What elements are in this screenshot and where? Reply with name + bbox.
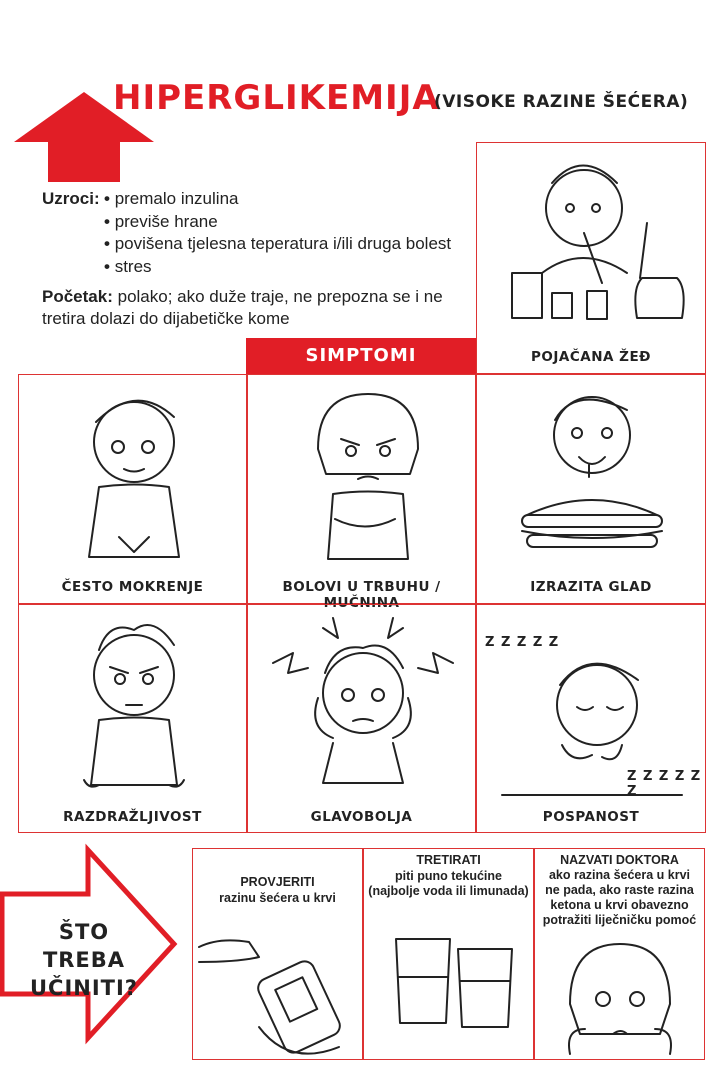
page-title: HIPERGLIKEMIJA	[113, 78, 440, 118]
cause-item: • previše hrane	[104, 211, 524, 234]
action-body: piti puno tekućine	[395, 869, 502, 883]
action-title: PROVJERITI	[240, 875, 315, 889]
child-sick-icon	[545, 939, 695, 1059]
symptom-cell-urination	[18, 374, 247, 604]
child-headache-icon	[263, 613, 463, 793]
symptom-cell-thirst	[476, 142, 706, 374]
causes-section	[42, 188, 452, 276]
water-glasses-icon	[370, 939, 530, 1039]
child-drinking-icon	[492, 153, 692, 333]
onset-label: Početak:	[42, 287, 113, 306]
action-body: ako razina šećera u krvi	[548, 868, 691, 882]
action-cell-check	[192, 848, 363, 1060]
child-sandwich-icon	[497, 385, 687, 565]
action-body: razinu šećera u krvi	[219, 891, 336, 905]
what-to-do-line1: ŠTO TREBA	[42, 920, 126, 972]
action-cell-doctor	[534, 848, 705, 1060]
onset-text: polako; ako duže traje, ne prepozna se i ne tretira dolazi do dijabetičke kome	[42, 287, 443, 328]
what-to-do-line2: UČINITI?	[30, 976, 138, 1000]
symptom-label: RAZDRAŽLJIVOST	[63, 809, 202, 825]
cause-item: • povišena tjelesna teperatura i/ili druga bolest	[104, 233, 524, 256]
cause-item: • stres	[104, 256, 524, 279]
action-body: ne pada, ako raste razina	[545, 883, 694, 897]
zzz-right: Z Z Z Z Z Z	[627, 769, 702, 799]
child-stomach-ache-icon	[273, 389, 453, 569]
symptom-cell-stomach	[247, 374, 476, 611]
causes-list	[104, 188, 524, 278]
action-body: ketona u krvi obavezno	[550, 898, 689, 912]
action-body: potražiti liječničku pomoć	[542, 913, 697, 927]
symptom-label: POJAČANA ŽEĐ	[531, 349, 651, 365]
cause-item: • premalo inzulina	[104, 188, 524, 211]
onset-section	[42, 286, 462, 330]
causes-label: Uzroci:	[42, 189, 100, 208]
action-title: TRETIRATI	[416, 853, 481, 867]
glucose-meter-icon	[199, 927, 359, 1057]
zzz-top: Z Z Z Z Z	[485, 635, 560, 650]
symptom-label: GLAVOBOLJA	[310, 809, 413, 825]
symptom-cell-headache	[247, 604, 476, 833]
symptom-label: IZRAZITA GLAD	[530, 579, 652, 595]
action-cell-treat	[363, 848, 534, 1060]
child-urgent-icon	[44, 387, 224, 567]
symptom-cell-sleepiness	[476, 604, 706, 833]
what-to-do-label	[14, 918, 154, 1002]
symptom-cell-irritability	[18, 604, 247, 833]
action-body: (najbolje voda ili limunada)	[368, 884, 529, 898]
child-irritated-icon	[44, 615, 224, 795]
symptoms-band: SIMPTOMI	[246, 338, 476, 374]
action-title: NAZVATI DOKTORA	[560, 853, 679, 867]
symptom-label: BOLOVI U TRBUHU / MUČNINA	[282, 579, 441, 611]
symptom-cell-hunger	[476, 374, 706, 604]
symptom-label: ČESTO MOKRENJE	[61, 579, 204, 595]
page-subtitle: (VISOKE RAZINE ŠEĆERA)	[434, 92, 689, 112]
symptom-label: POSPANOST	[542, 809, 640, 825]
